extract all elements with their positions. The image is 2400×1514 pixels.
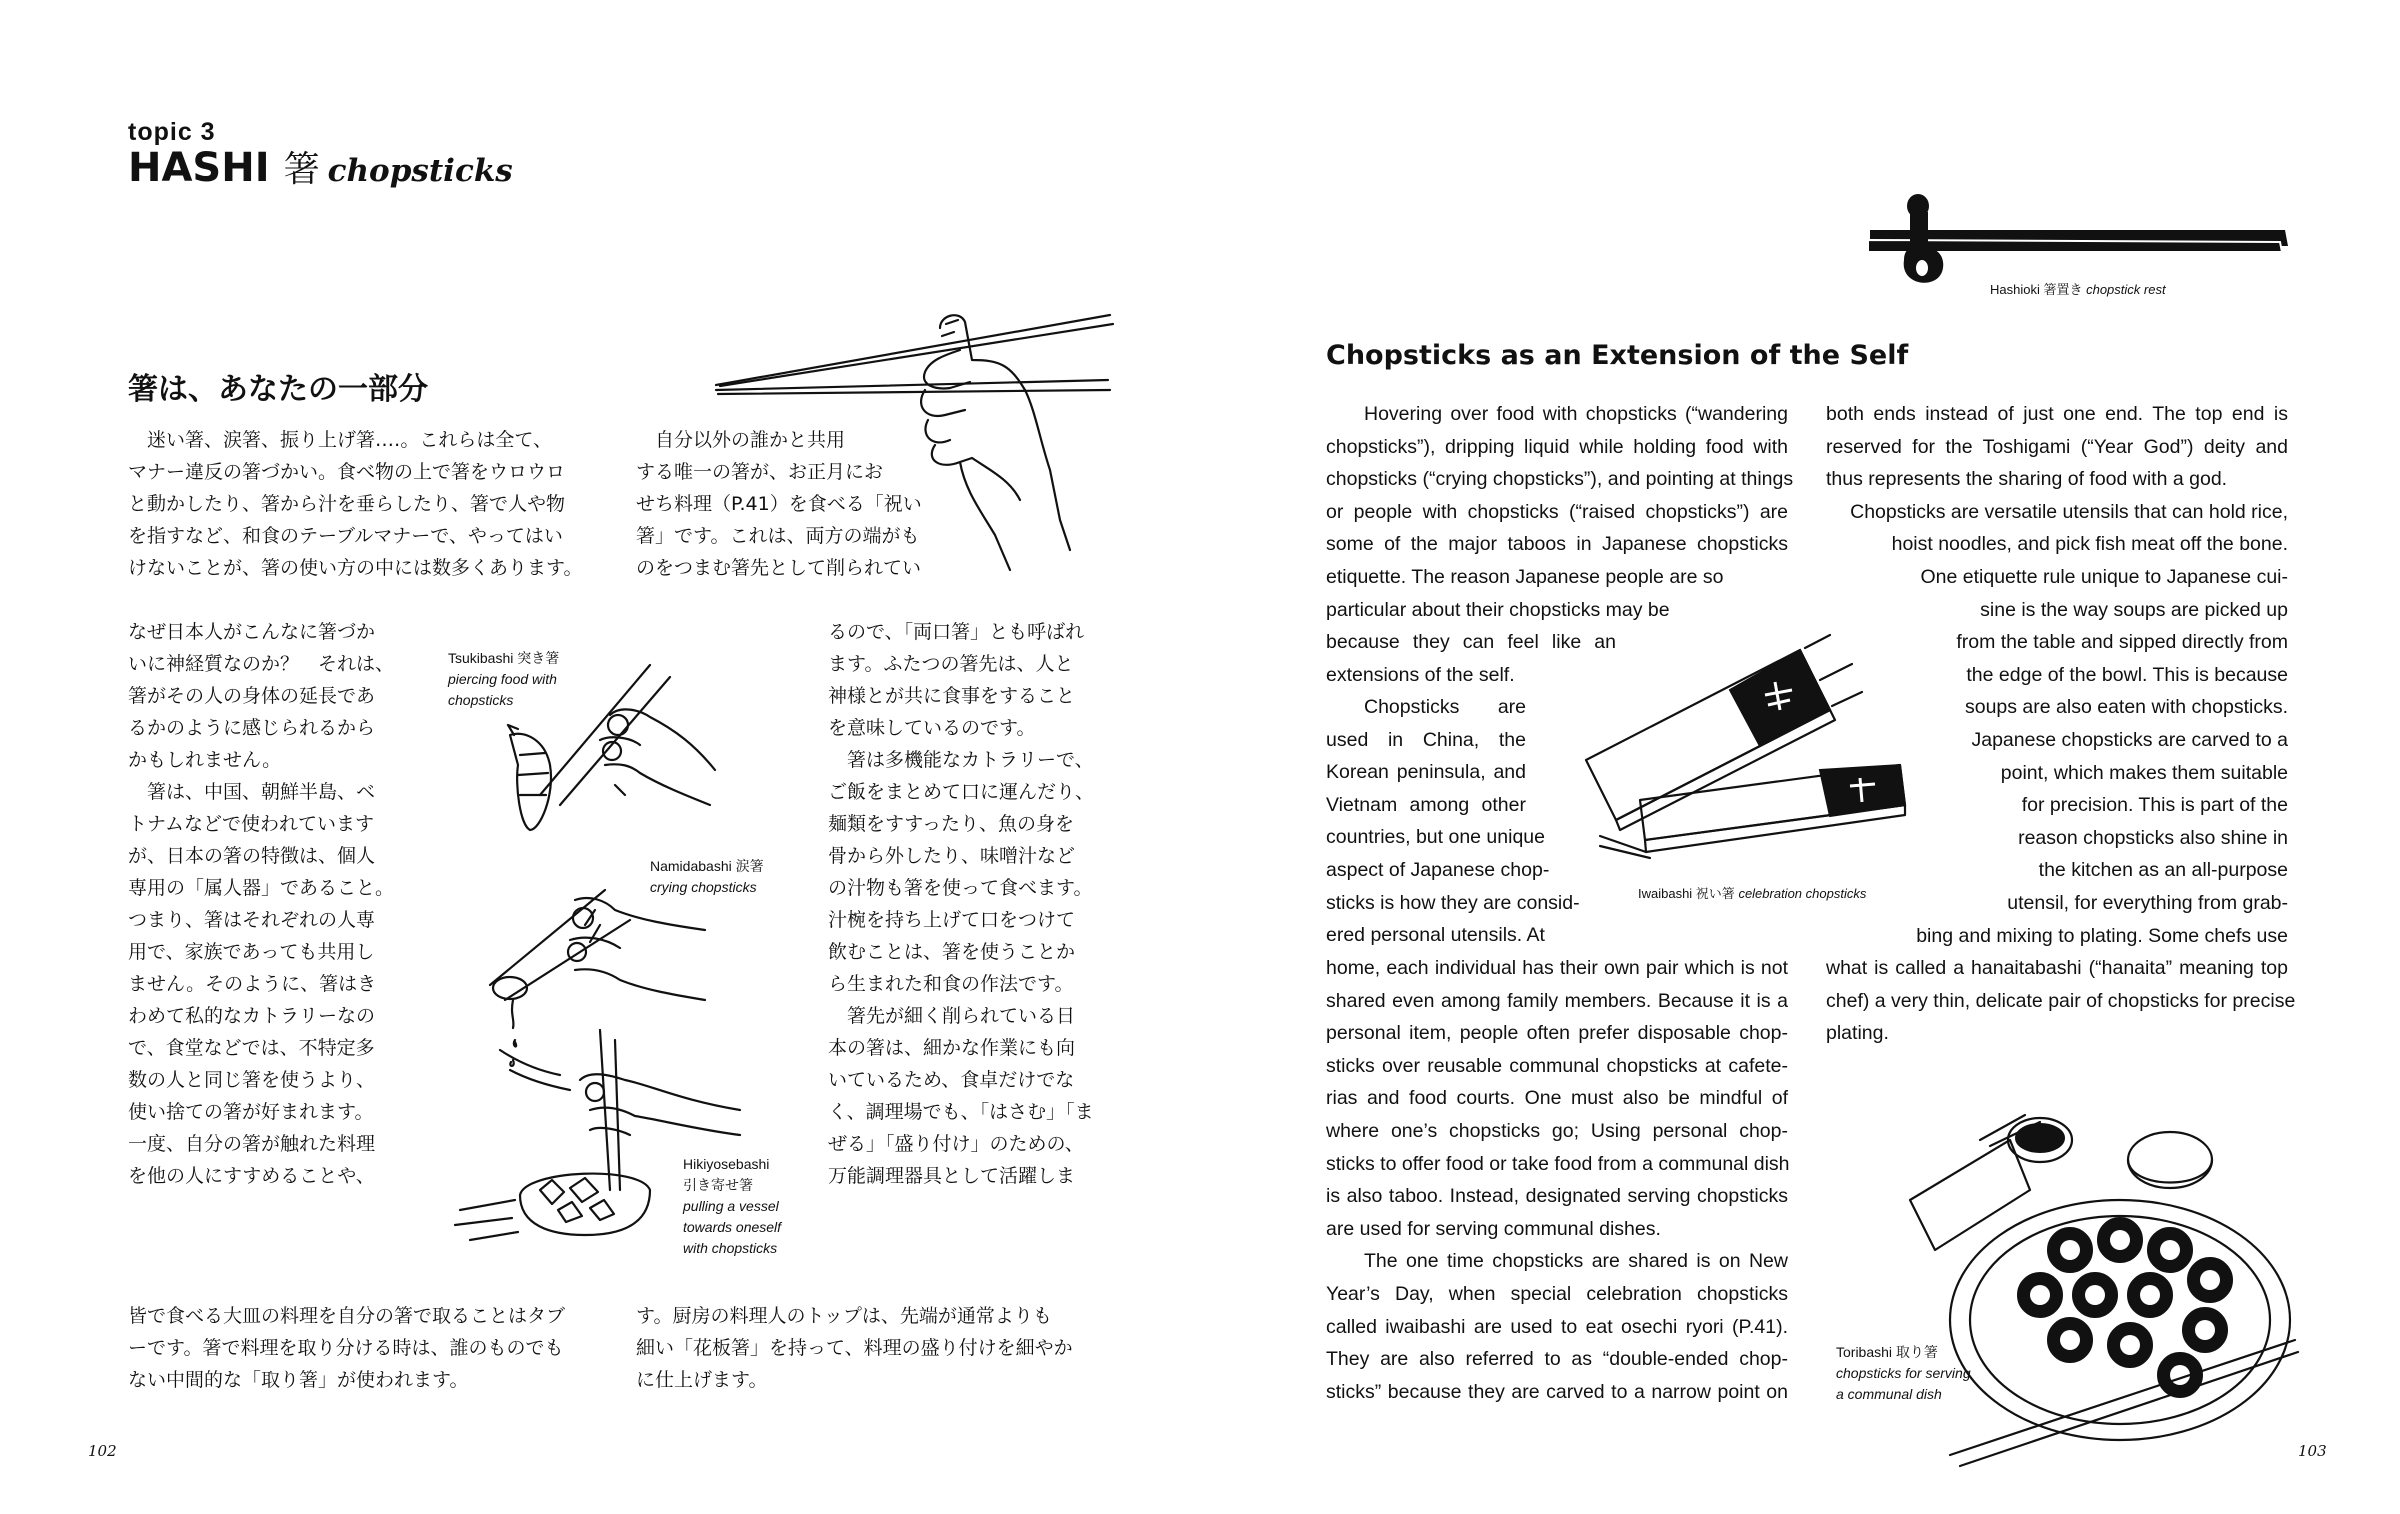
en-col1-block-c [1326,626,1616,691]
iwaibashi-caption [1638,883,1866,904]
text-line: from the table and sipped directly from [1956,631,2288,654]
text-line: 骨から外したり、味噌汁など [828,845,1076,867]
text-line: chopsticks (“crying chopsticks”), and pointing at things [1326,468,1794,491]
text-line: なぜ日本人がこんなに箸づか [128,621,376,643]
jp-col2-mid [828,616,1118,1192]
text-line: いに神経質なのか？ それは、 [128,653,395,675]
title-english: chopsticks [327,153,513,189]
text-line: の汁物も箸を使って食べます。 [828,877,1093,899]
text-line: るので、「両口箸」とも呼ばれ [828,621,1085,643]
text-line: sticks” because they are carved to a narrow point on [1326,1380,1788,1403]
text-line: sticks is how they are consid- [1326,891,1580,914]
text-line: used in China, the [1326,728,1526,751]
jp-col1-bottom [128,616,418,1192]
text-line: personal item, people often prefer disposable chop- [1326,1022,1788,1045]
jp-col1-full [128,1300,598,1396]
text-line: 万能調理器具として活躍しま [828,1165,1076,1187]
text-line: 迷い箸、涙箸、振り上げ箸‥‥。これらは全て、 [128,429,552,451]
text-line: sticks over reusable communal chopsticks at cafete- [1326,1054,1788,1077]
text-line: 専用の「属人器」であること。 [128,877,395,899]
tsukibashi-illustration [500,655,730,845]
text-line: わめて私的なカトラリーなの [128,1005,376,1027]
text-line: reserved for the Toshigami (“Year God”) deity and [1826,435,2288,458]
text-line: 使い捨ての箸が好まれます。 [128,1101,374,1123]
text-line: Hovering over food with chopsticks (“wandering [1364,403,1788,425]
text-line: 一度、自分の箸が触れた料理 [128,1133,376,1155]
text-line: つまり、箸はそれぞれの人専 [128,909,376,931]
text-line: Chopsticks are [1364,696,1526,718]
jp-col1-top [128,424,598,584]
caption-name-jp: 引き寄せ箸 [683,1177,753,1193]
text-line: ら生まれた和食の作法です。 [828,973,1074,995]
text-line: 汁椀を持ち上げて口をつけて [828,909,1076,931]
en-col1-block-e [1326,952,1788,1408]
caption-desc: towards oneself [683,1219,782,1235]
text-line: 箸先が細く削られている日 [828,1005,1076,1027]
text-line: 麺類をすすったり、魚の身を [828,813,1075,835]
caption-name: Toribashi 取り箸 [1836,1344,1938,1360]
text-line: the edge of the bowl. This is because [1966,663,2288,686]
text-line: the kitchen as an all-purpose [2038,859,2288,882]
title-kanji: 箸 [283,149,320,190]
page-number-right: 103 [2298,1442,2327,1460]
text-line: Chopsticks are versatile utensils that can hold rice, [1850,500,2288,523]
text-line: called iwaibashi are used to eat osechi ryori (P.41). [1326,1315,1788,1338]
text-line: reason chopsticks also shine in [2018,826,2288,849]
text-line: Year’s Day, when special celebration chopsticks [1326,1282,1788,1305]
text-line: thus represents the sharing of food with a god. [1826,468,2228,491]
text-line: utensil, for everything from grab- [2007,891,2288,914]
iwaibashi-illustration [1580,590,1910,870]
text-line: を指すなど、和食のテーブルマナーで、やってはい [128,525,563,547]
text-line: 皆で食べる大皿の料理を自分の箸で取ることはタブ [128,1305,566,1327]
text-line: etiquette. The reason Japanese people are so [1326,566,1724,588]
text-line: ます。ふたつの箸先は、人と [828,653,1074,675]
text-line: トナムなどで使われています [128,813,375,835]
text-line: を他の人にすすめることや、 [128,1165,375,1187]
text-line: ーです。箸で料理を取り分ける時は、誰のものでも [128,1337,564,1359]
jp-col2-top [636,424,966,584]
text-line: is also taboo. Instead, designated serving chopsticks [1326,1185,1788,1208]
text-line: せち料理（P.41）を食べる「祝い [636,493,922,515]
text-line: because they can feel like an [1326,631,1616,653]
text-line: shared even among family members. Because it is a [1326,989,1788,1012]
toribashi-caption [1836,1342,1971,1405]
text-line: かもしれません。 [128,749,282,771]
text-line: some of the major taboos in Japanese chopsticks [1326,533,1788,556]
text-line: ered personal utensils. At [1326,924,1545,947]
page-number-left: 102 [88,1442,117,1460]
text-line: for precision. This is part of the [2021,794,2288,817]
sushi-rolls [2018,1218,2232,1397]
caption-desc: chopstick rest [2086,282,2166,297]
text-line: point, which makes them suitable [2000,761,2288,784]
text-line: or people with chopsticks (“raised chopsticks”) are [1326,500,1788,523]
topic-label: topic 3 [128,118,216,146]
caption-desc: pulling a vessel [683,1198,779,1214]
text-line: both ends instead of just one end. The top end is [1826,403,2288,425]
text-line: 細い「花板箸」を持って、料理の盛り付けを細やか [636,1337,1073,1359]
japanese-section-heading: 箸は、あなたの一部分 [128,372,428,407]
hikiyosebashi-illustration [440,1020,760,1250]
text-line: where one’s chopsticks go; Using personal chop- [1326,1119,1788,1142]
text-line: are used for serving communal dishes. [1326,1217,1661,1240]
text-line: hoist noodles, and pick fish meat off the bone. [1891,533,2288,556]
text-line: Japanese chopsticks are carved to a [1971,728,2288,751]
text-line: ません。そのように、箸はき [128,973,377,995]
caption-desc: celebration chopsticks [1738,886,1867,901]
text-line: plating. [1826,1022,1889,1045]
text-line: 箸は、中国、朝鮮半島、ベ [128,781,376,803]
caption-desc: piercing food with [448,671,557,687]
en-col1-block-d [1326,691,1580,952]
text-line: chopsticks”), dripping liquid while holding food with [1326,435,1788,458]
text-line: いているため、食卓だけでな [828,1069,1075,1091]
text-line: sine is the way soups are picked up [1980,598,2288,621]
text-line: 神様とが共に食事をすること [828,685,1076,707]
text-line: ない中間的な「取り箸」が使われます。 [128,1369,469,1391]
text-line: を意味しているのです。 [828,717,1036,739]
text-line: す。厨房の料理人のトップは、先端が通常よりも [636,1305,1052,1327]
en-col1-block-a [1326,398,1794,561]
text-line: く、調理場でも、「はさむ」「ま [828,1101,1094,1123]
text-line: One etiquette rule unique to Japanese cui- [1920,565,2288,588]
toribashi-illustration [1890,1100,2310,1480]
title-main: HASHI [128,145,270,191]
text-line: で、食堂などでは、不特定多 [128,1037,375,1059]
caption-desc: with chopsticks [683,1240,778,1256]
caption-desc: crying chopsticks [650,879,757,895]
caption-desc: a communal dish [1836,1386,1942,1402]
text-line: particular about their chopsticks may be [1326,598,1670,621]
text-line: sticks to offer food or take food from a communal dish [1326,1152,1790,1175]
text-line: home, each individual has their own pair which is not [1326,957,1788,979]
caption-name: Iwaibashi 祝い箸 [1638,886,1735,901]
text-line: bing and mixing to plating. Some chefs use [1916,924,2288,947]
caption-name: Tsukibashi 突き箸 [448,650,560,666]
text-line: what is called a hanaitabashi (“hanaita” meaning top [1826,957,2288,980]
text-line: 箸」です。これは、両方の端がも [636,525,920,547]
text-line: Vietnam among other [1326,793,1526,816]
text-line: 飲むことは、箸を使うことか [828,941,1076,963]
text-line: ご飯をまとめて口に運んだり、 [828,781,1095,803]
text-line: 箸がその人の身体の延長であ [128,685,376,707]
text-line: のをつまむ箸先として削られてい [636,557,922,579]
text-line: 自分以外の誰かと共用 [636,429,846,451]
text-line: They are also referred to as “double-ended chop- [1326,1348,1788,1371]
text-line: 用で、家族であっても共用し [128,941,375,963]
hashioki-caption [1990,279,2166,300]
text-line: aspect of Japanese chop- [1326,858,1550,881]
text-line: chef) a very thin, delicate pair of chopsticks for precise [1826,989,2296,1012]
caption-desc: chopsticks for serving [1836,1365,1971,1381]
page-title [128,145,513,191]
caption-name: Hikiyosebashi [683,1156,770,1172]
text-line: が、日本の箸の特徴は、個人 [128,845,376,867]
caption-name: Namidabashi 涙箸 [650,858,764,874]
text-line: soups are also eaten with chopsticks. [1964,696,2288,719]
text-line: ぜる」「盛り付け」のための、 [828,1133,1084,1155]
text-line: 数の人と同じ箸を使うより、 [128,1069,376,1091]
text-line: する唯一の箸が、お正月にお [636,461,884,483]
caption-name: Hashioki 箸置き [1990,282,2083,297]
text-line: と動かしたり、箸から汁を垂らしたり、箸で人や物 [128,493,566,515]
jp-col2-full [636,1300,1116,1396]
text-line: extensions of the self. [1326,663,1515,686]
text-line: The one time chopsticks are shared is on New [1364,1250,1788,1273]
text-line: マナー違反の箸づかい。食べ物の上で箸をウロウロ [128,461,566,483]
english-section-heading: Chopsticks as an Extension of the Self [1326,340,1909,371]
text-line: に仕上げます。 [636,1369,768,1391]
text-line: countries, but one unique [1326,826,1545,849]
text-line: けないことが、箸の使い方の中には数多くあります。 [128,557,583,579]
text-line: rias and food courts. One must also be mindful of [1326,1087,1788,1110]
text-line: 本の箸は、細かな作業にも向 [828,1037,1076,1059]
caption-desc: chopsticks [448,692,514,708]
text-line: 箸は多機能なカトラリーで、 [828,749,1094,771]
text-line: るかのように感じられるから [128,717,376,739]
text-line: Korean peninsula, and [1326,761,1526,784]
